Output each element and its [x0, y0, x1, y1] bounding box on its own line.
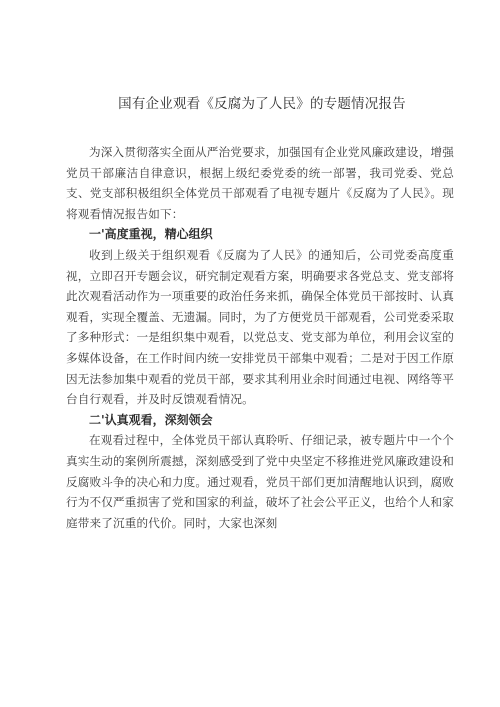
section-1-heading: 一'高度重视，精心组织 — [89, 227, 213, 242]
intro-paragraph: 为深入贯彻落实全面从严治党要求，加强国有企业党风廉政建设，增强党员干部廉洁自律意识，根据上级纪委党委的统一部署，我司党委、党总支、党支部积极组织全体党员干部观看了电视专题片《反腐为了人民》。现将观看情况报告如下： — [66, 145, 454, 221]
document-title: 国有企业观看《反腐为了人民》的专题情况报告 — [118, 96, 406, 112]
section-1-paragraph: 收到上级关于组织观看《反腐为了人民》的通知后，公司党委高度重视，立即召开专题会议，研究制定观看方案，明确要求各党总支、党支部将此次观看活动作为一项重要的政治任务来抓，确保全体党员干部按时、认真观看，实现全覆盖、无遗漏。同时，为了方便党员干部观看，公司党委采取了多种形式：一是组织集中观看，以党总支、党支部为单位，利用会议室的多媒体设备，在工作时间内统一安排党员干部集中观看；二是对于因工作原因无法参加集中观看的党员干部，要求其利用业余时间通过电视、网络等平台自行观看，并及时反馈观看情况。 — [66, 247, 454, 407]
section-2-paragraph: 在观看过程中，全体党员干部认真聆听、仔细记录，被专题片中一个个真实生动的案例所震撼，深刻感受到了党中央坚定不移推进党风廉政建设和反腐败斗争的决心和力度。通过观看，党员干部们更加清醒地认识到，腐败行为不仅严重损害了党和国家的利益，破坏了社会公平正义，也给个人和家庭带来了沉重的代价。同时，大家也深刻 — [66, 433, 454, 530]
section-2-heading: 二'认真观看，深刻领会 — [89, 412, 213, 427]
